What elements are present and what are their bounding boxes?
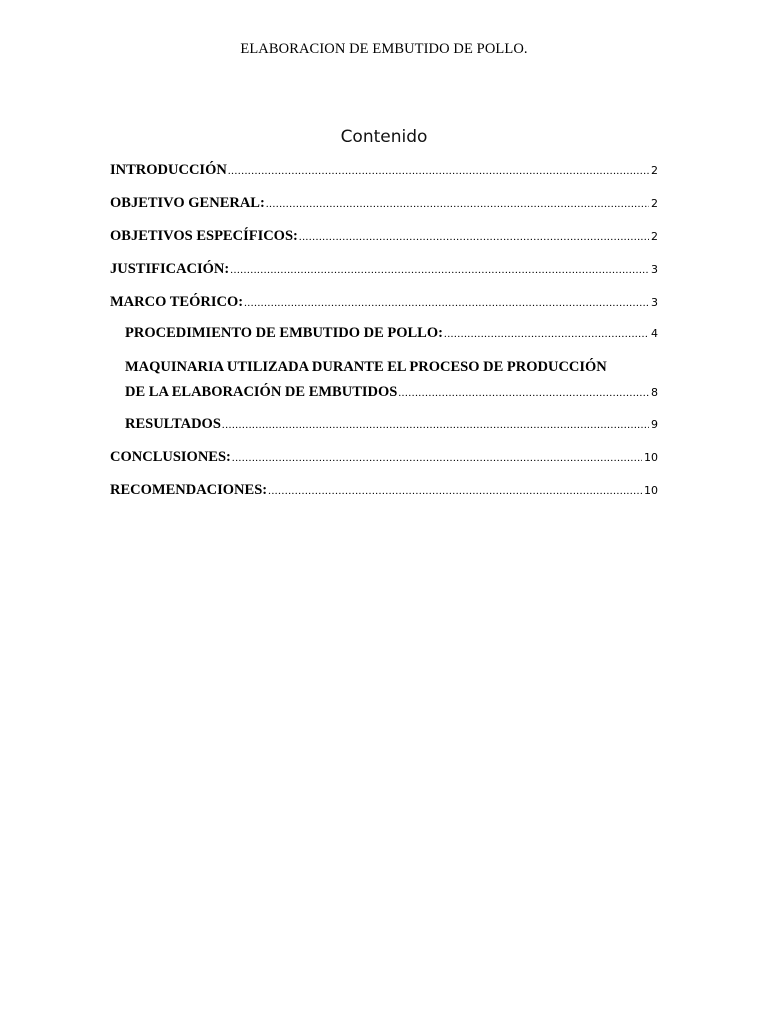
toc-page-number: 2 bbox=[651, 230, 658, 243]
toc-entry-label: INTRODUCCIÓN bbox=[110, 162, 227, 178]
toc-dot-leader bbox=[444, 328, 649, 340]
toc-entry-label: RESULTADOS bbox=[125, 416, 221, 432]
toc-entry-label: OBJETIVO GENERAL: bbox=[110, 195, 265, 211]
toc-entry-introduccion[interactable] bbox=[110, 162, 658, 182]
toc-entry-resultados[interactable] bbox=[125, 416, 658, 436]
toc-dot-leader bbox=[230, 264, 649, 276]
toc-dot-leader bbox=[299, 231, 649, 243]
toc-page-number: 10 bbox=[644, 451, 658, 464]
toc-dot-leader bbox=[266, 198, 649, 210]
toc-page-number: 4 bbox=[651, 327, 658, 340]
toc-entry-maquinaria-line1[interactable]: MAQUINARIA UTILIZADA DURANTE EL PROCESO DE PRODUCCIÓN bbox=[125, 359, 607, 375]
toc-entry-label: RECOMENDACIONES: bbox=[110, 482, 268, 498]
toc-dot-leader bbox=[232, 452, 642, 464]
toc-dot-leader bbox=[228, 165, 649, 177]
toc-dot-leader bbox=[244, 297, 649, 309]
toc-title: Contenido bbox=[340, 127, 428, 147]
toc-page-number: 3 bbox=[651, 296, 658, 309]
toc-entry-label: DE LA ELABORACIÓN DE EMBUTIDOS bbox=[125, 384, 398, 400]
toc-dot-leader bbox=[268, 485, 642, 497]
toc-page-number: 2 bbox=[651, 197, 658, 210]
toc-page-number: 8 bbox=[651, 386, 658, 399]
toc-entry-label: JUSTIFICACIÓN: bbox=[110, 261, 230, 277]
toc-entry-label: PROCEDIMIENTO DE EMBUTIDO DE POLLO: bbox=[125, 325, 443, 341]
toc-entry-marco-teorico[interactable] bbox=[110, 294, 658, 314]
toc-entry-label: MARCO TEÓRICO: bbox=[110, 294, 244, 310]
toc-entry-objetivos-especificos[interactable] bbox=[110, 228, 658, 248]
toc-entry-recomendaciones[interactable] bbox=[110, 482, 658, 502]
running-header: ELABORACION DE EMBUTIDO DE POLLO. bbox=[240, 41, 528, 57]
toc-entry-maquinaria[interactable] bbox=[125, 384, 658, 404]
toc-page-number: 3 bbox=[651, 263, 658, 276]
toc-entry-conclusiones[interactable] bbox=[110, 449, 658, 469]
toc-page-number: 10 bbox=[644, 484, 658, 497]
toc-entry-label: CONCLUSIONES: bbox=[110, 449, 231, 465]
toc-entry-procedimiento[interactable] bbox=[125, 325, 658, 345]
toc-entry-label: OBJETIVOS ESPECÍFICOS: bbox=[110, 228, 298, 244]
toc-entry-justificacion[interactable] bbox=[110, 261, 658, 281]
toc-entry-objetivo-general[interactable] bbox=[110, 195, 658, 215]
toc-page-number: 2 bbox=[651, 164, 658, 177]
toc-dot-leader bbox=[398, 387, 649, 399]
toc-dot-leader bbox=[222, 419, 649, 431]
toc-page-number: 9 bbox=[651, 418, 658, 431]
